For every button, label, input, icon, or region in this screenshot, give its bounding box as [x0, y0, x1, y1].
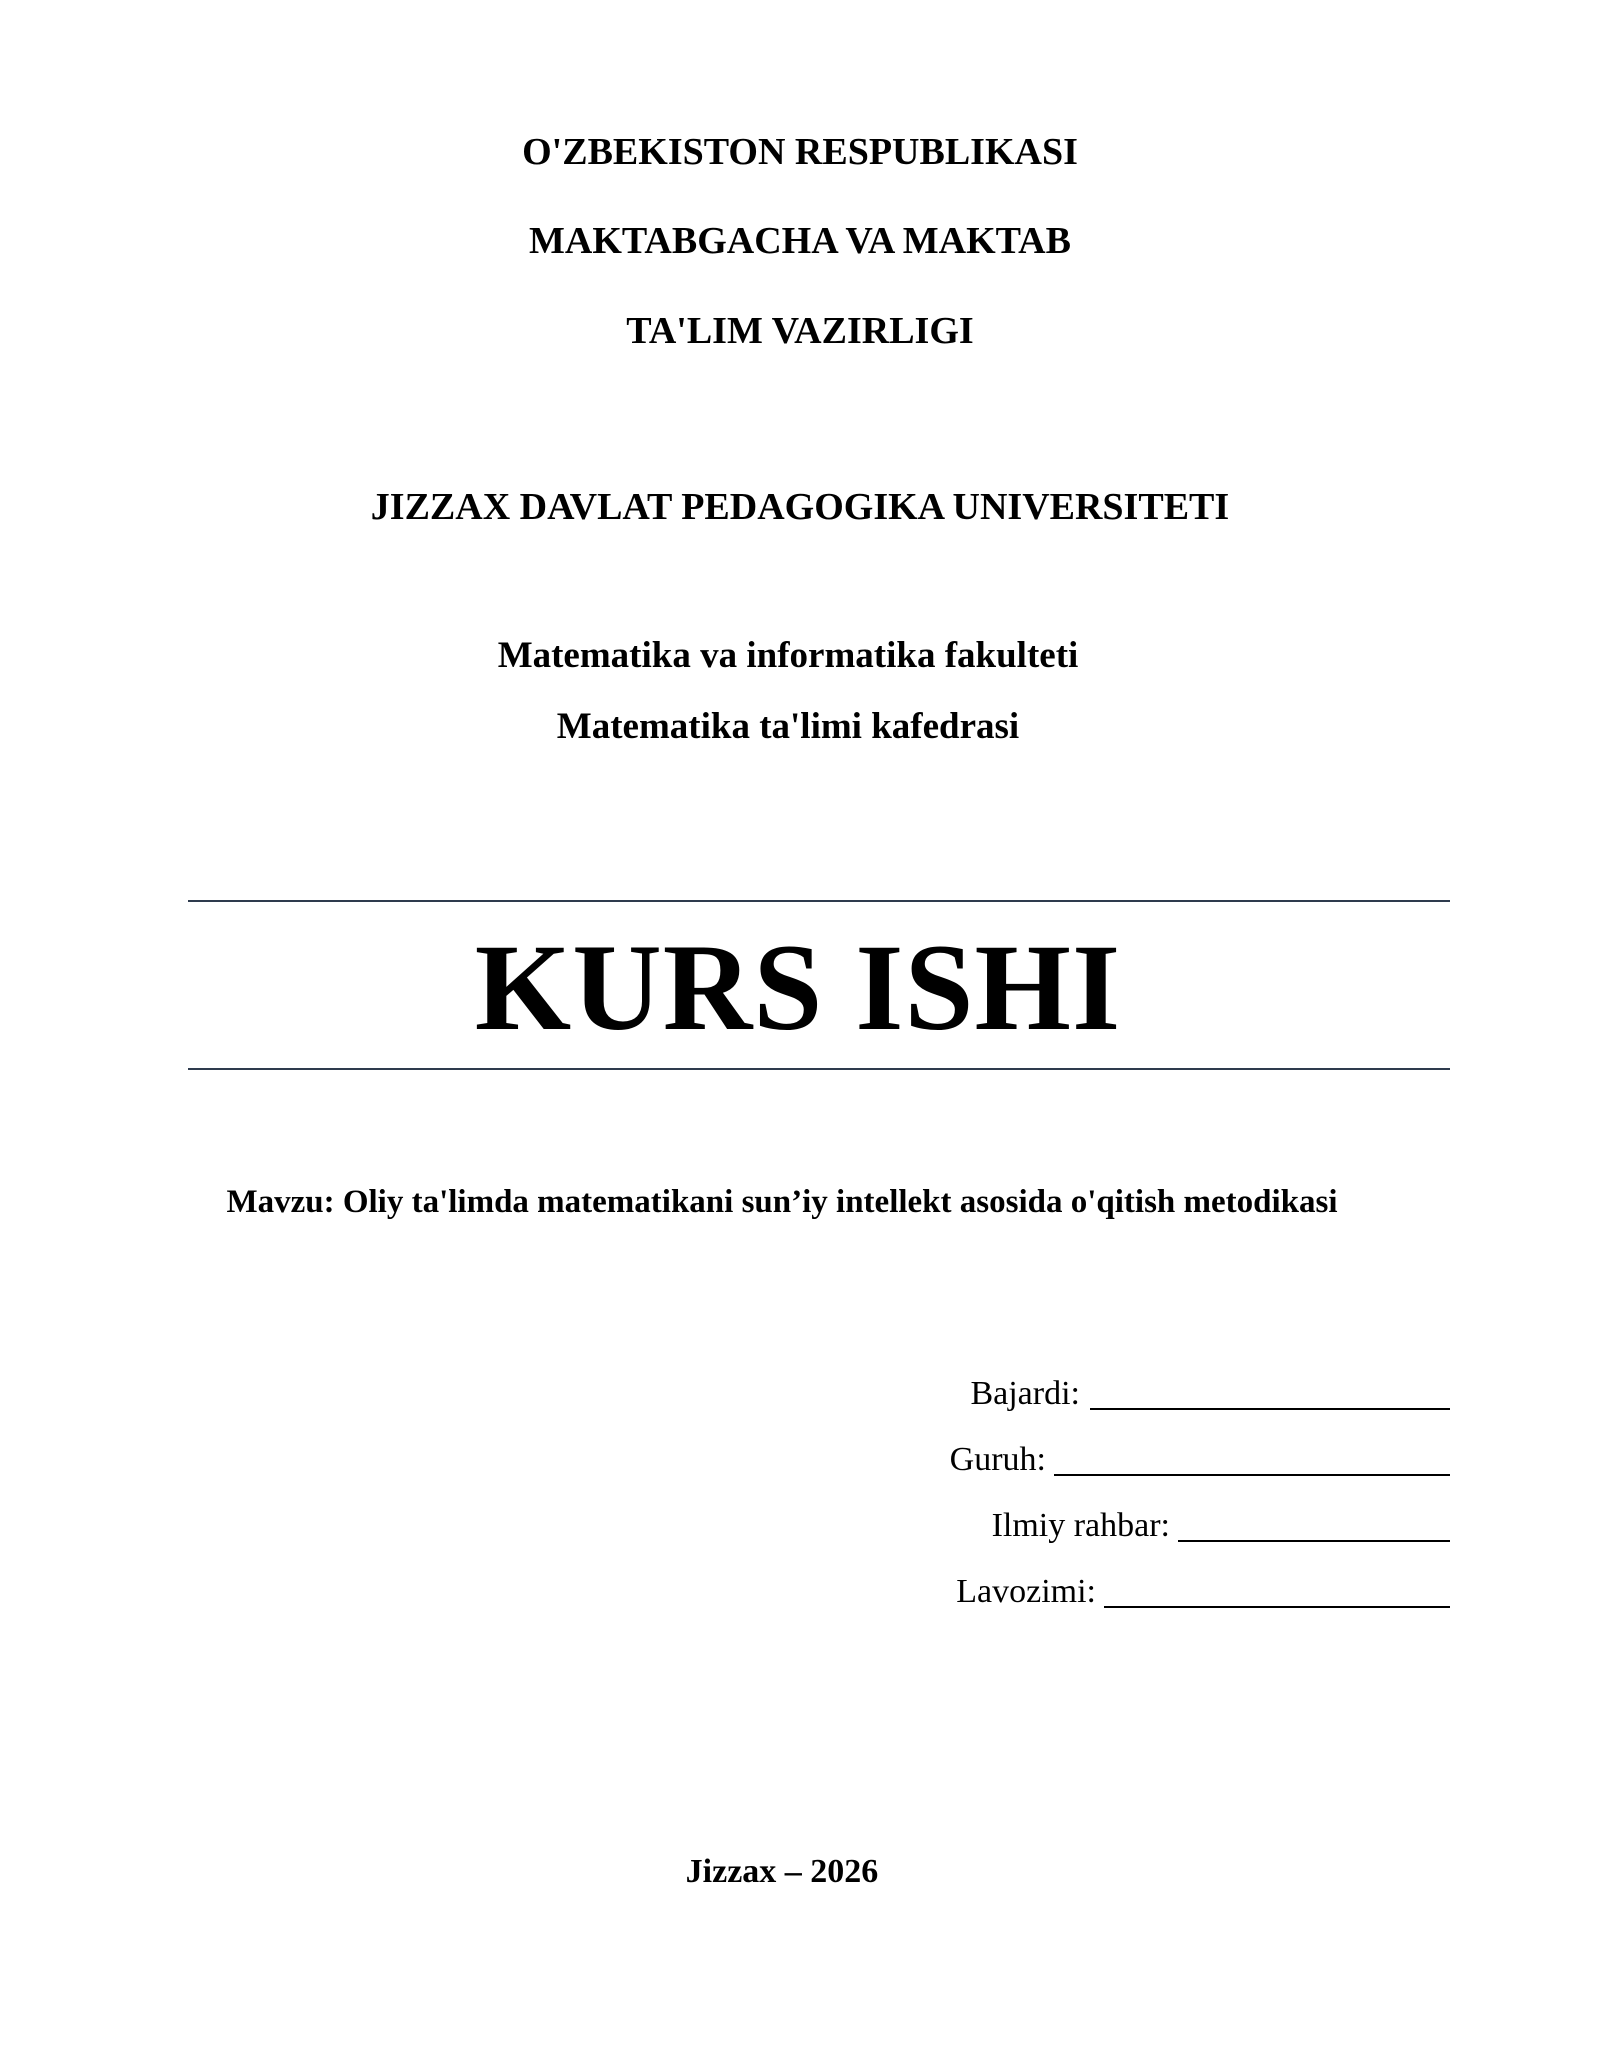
ministry-line-1: O'ZBEKISTON RESPUBLIKASI [522, 131, 1078, 173]
group-label: Guruh: [949, 1441, 1046, 1478]
university-name: JIZZAX DAVLAT PEDAGOGIKA UNIVERSITETI [370, 486, 1230, 528]
supervisor-row [750, 1504, 1450, 1570]
group-blank [1054, 1444, 1450, 1476]
position-row [750, 1570, 1450, 1636]
signature-block [750, 1372, 1450, 1636]
title-bottom-rule [188, 1068, 1450, 1070]
position-label: Lavozimi: [956, 1573, 1096, 1610]
topic-line: Mavzu: Oliy ta'limda matematikani sun’iy intellekt asosida o'qitish metodikasi [226, 1184, 1338, 1220]
supervisor-blank [1178, 1510, 1450, 1542]
position-blank [1104, 1576, 1450, 1608]
place-year: Jizzax – 2026 [685, 1853, 879, 1890]
group-row [750, 1438, 1450, 1504]
ministry-line-3: TA'LIM VAZIRLIGI [626, 310, 974, 352]
document-title: KURS ISHI [474, 919, 1122, 1056]
title-top-rule [188, 900, 1450, 902]
completed-by-row [750, 1372, 1450, 1438]
faculty-name: Matematika va informatika fakulteti [497, 635, 1079, 676]
completed-by-label: Bajardi: [970, 1375, 1080, 1412]
department-name: Matematika ta'limi kafedrasi [556, 706, 1020, 747]
ministry-line-2: MAKTABGACHA VA MAKTAB [529, 220, 1071, 262]
supervisor-label: Ilmiy rahbar: [991, 1507, 1170, 1544]
completed-by-blank [1090, 1378, 1450, 1410]
